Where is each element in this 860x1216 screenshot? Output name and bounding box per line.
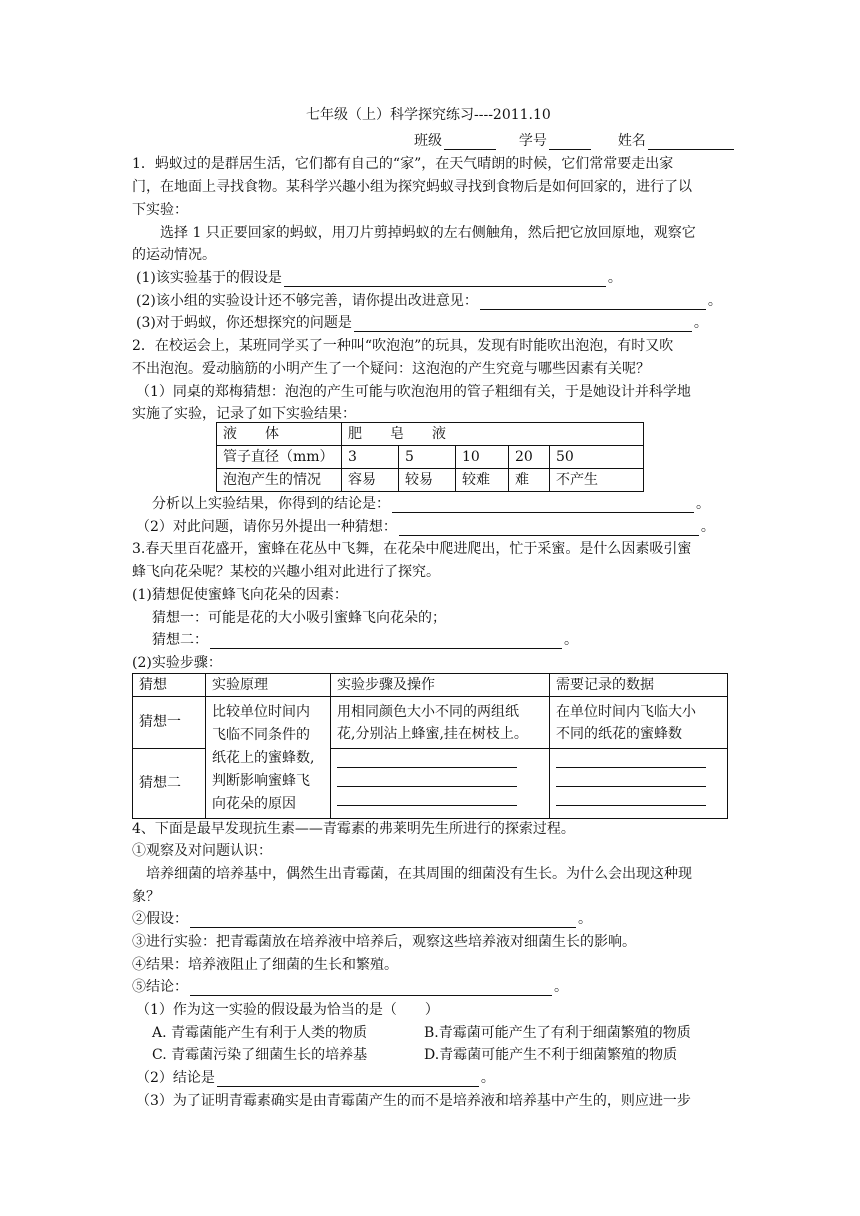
q1-sub1-text: (1)该实验基于的假设是 xyxy=(136,270,282,286)
q4-result: ④结果：培养液阻止了细菌的生长和繁殖。 xyxy=(132,957,398,973)
table-cell: 不产生 xyxy=(550,469,644,492)
q4-conclusion xyxy=(132,978,568,996)
q2-analysis-answer[interactable] xyxy=(392,498,694,513)
name-label: 姓名 xyxy=(617,133,646,149)
q1-sub2-text: (2)该小组的实验设计还不够完善，请你提出改进意见： xyxy=(136,293,478,309)
q4-sub2 xyxy=(136,1069,495,1087)
principle-cell xyxy=(206,697,331,819)
q4-option-a[interactable]: A. 青霉菌能产生有利于人类的物质 xyxy=(152,1025,368,1041)
q4-concl-period: 。 xyxy=(554,979,568,995)
q1-sub1-period: 。 xyxy=(607,270,622,286)
q4-sub1: （1）作为这一实验的假设最为恰当的是（ ） xyxy=(136,1002,439,1018)
table-cell: 5 xyxy=(399,446,456,469)
table-cell: 猜想一 xyxy=(133,697,206,749)
table-cell: 难 xyxy=(509,469,550,492)
q2-sub2 xyxy=(136,518,715,536)
table-header: 实验原理 xyxy=(206,674,331,697)
answer-line[interactable] xyxy=(556,786,706,787)
table-row xyxy=(217,446,644,469)
q1-line2: 门，在地面上寻找食物。某科学兴趣小组为探究蚂蚁寻找到食物后是如何回家的，进行了以 xyxy=(132,179,692,195)
q4-line1: 4、下面是最早发现抗生素——青霉素的弗莱明先生所进行的探索过程。 xyxy=(132,821,575,837)
table-cell: 较难 xyxy=(456,469,509,492)
q2-analysis-text: 分析以上实验结果，你得到的结论是： xyxy=(152,496,390,512)
table-row xyxy=(217,423,644,446)
q1-line5: 的运动情况。 xyxy=(132,247,216,263)
q1-sub3-period: 。 xyxy=(693,315,708,331)
q3-guess1: 猜想一：可能是花的大小吸引蜜蜂飞向花朵的； xyxy=(152,610,446,626)
q1-sub1 xyxy=(136,269,622,287)
table-cell: 肥 皂 液 xyxy=(342,423,644,446)
q3-line2: 蜂飞向花朵呢？某校的兴趣小组对此进行了探究。 xyxy=(132,564,440,580)
steps-line: 花,分别沾上蜂蜜,挂在树枝上。 xyxy=(337,726,528,742)
q4-hypothesis xyxy=(132,910,592,928)
q1-sub1-answer[interactable] xyxy=(284,272,606,287)
principle-line: 判断影响蜜蜂飞 xyxy=(212,773,310,789)
q3-guess2 xyxy=(152,631,578,649)
q2-sub2-answer[interactable] xyxy=(399,521,699,536)
q4-concl-answer[interactable] xyxy=(190,981,552,996)
q2-line2: 不出泡泡。爱动脑筋的小明产生了一个疑问：这泡泡的产生究竟与哪些因素有关呢？ xyxy=(132,361,650,377)
table-cell: 管子直径（mm） xyxy=(217,446,342,469)
q4-sub2-answer[interactable] xyxy=(217,1072,479,1087)
table-header: 需要记录的数据 xyxy=(550,674,728,697)
principle-line: 飞临不同条件的 xyxy=(212,727,310,743)
student-info xyxy=(414,132,736,150)
table-cell: 20 xyxy=(509,446,550,469)
q4-concl-text: ⑤结论： xyxy=(132,979,188,995)
q2-sub2-period: 。 xyxy=(700,519,715,535)
q4-hyp-period: 。 xyxy=(578,911,592,927)
table-cell xyxy=(550,697,728,749)
table-row xyxy=(217,469,644,492)
q3-sub2: (2)实验步骤： xyxy=(132,655,222,671)
q4-sub3: （3）为了证明青霉素确实是由青霉菌产生的而不是培养液和培养基中产生的，则应进一步 xyxy=(136,1093,691,1109)
steps-answer-cell[interactable] xyxy=(331,748,550,818)
answer-line[interactable] xyxy=(337,805,517,806)
data-line: 在单位时间内飞临大小 xyxy=(556,704,696,720)
q1-line4: 选择 1 只正要回家的蚂蚁，用刀片剪掉蚂蚁的左右侧触角，然后把它放回原地，观察它 xyxy=(160,225,696,241)
q1-sub2-answer[interactable] xyxy=(480,295,706,310)
class-label: 班级 xyxy=(414,133,442,149)
q2-analysis xyxy=(152,495,710,513)
table-cell: 较易 xyxy=(399,469,456,492)
q2-analysis-period: 。 xyxy=(696,496,710,512)
q4-observe-text1: 培养细菌的培养基中，偶然生出青霉菌，在其周围的细菌没有生长。为什么会出现这种现 xyxy=(146,866,692,882)
q1-sub3-answer[interactable] xyxy=(354,317,692,332)
q4-option-b[interactable]: B.青霉菌可能产生了有利于细菌繁殖的物质 xyxy=(424,1025,691,1041)
q2-line3: （1）同桌的郑梅猜想：泡泡的产生可能与吹泡泡用的管子粗细有关，于是她设计并科学地 xyxy=(136,384,691,400)
answer-line[interactable] xyxy=(556,805,706,806)
steps-line: 用相同颜色大小不同的两组纸 xyxy=(337,704,519,720)
table-cell: 50 xyxy=(550,446,644,469)
q4-experiment: ③进行实验：把青霉菌放在培养液中培养后，观察这些培养液对细菌生长的影响。 xyxy=(132,934,636,950)
q1-sub3-text: (3)对于蚂蚁，你还想探究的问题是 xyxy=(136,315,352,331)
table-cell: 3 xyxy=(342,446,399,469)
bubble-results-table xyxy=(216,422,644,492)
table-cell: 容易 xyxy=(342,469,399,492)
page-title: 七年级（上）科学探究练习----2011.10 xyxy=(306,107,551,123)
q1-line1: 1．蚂蚁过的是群居生活，它们都有自己的“家”，在天气晴朗的时候，它们常常要走出家 xyxy=(132,156,674,172)
principle-line: 比较单位时间内 xyxy=(212,704,310,720)
q4-observe: ①观察及对问题认识： xyxy=(132,843,272,859)
q4-option-c[interactable]: C. 青霉菌污染了细菌生长的培养基 xyxy=(152,1047,368,1063)
q3-line1: 3.春天里百花盛开，蜜蜂在花丛中飞舞，在花朵中爬进爬出，忙于采蜜。是什么因素吸引蜜 xyxy=(132,541,692,557)
answer-line[interactable] xyxy=(337,786,517,787)
table-cell: 猜想二 xyxy=(133,748,206,818)
q1-sub2 xyxy=(136,292,722,310)
table-row xyxy=(133,697,728,749)
class-field[interactable] xyxy=(444,135,496,150)
table-cell: 泡泡产生的情况 xyxy=(217,469,342,492)
q4-hyp-text: ②假设： xyxy=(132,911,188,927)
table-cell: 液 体 xyxy=(217,423,342,446)
table-header: 猜想 xyxy=(133,674,206,697)
answer-line[interactable] xyxy=(556,767,706,768)
table-cell xyxy=(331,697,550,749)
table-row xyxy=(133,674,728,697)
q4-observe-text2: 象？ xyxy=(132,889,160,905)
number-label: 学号 xyxy=(518,133,547,149)
bee-experiment-table xyxy=(132,673,728,819)
table-cell: 10 xyxy=(456,446,509,469)
q4-sub2-text: （2）结论是 xyxy=(136,1070,215,1086)
number-field[interactable] xyxy=(549,135,591,150)
q3-guess2-text: 猜想二： xyxy=(152,632,208,648)
answer-line[interactable] xyxy=(337,767,517,768)
name-field[interactable] xyxy=(648,135,734,150)
data-line: 不同的纸花的蜜蜂数 xyxy=(556,726,682,742)
table-header: 实验步骤及操作 xyxy=(331,674,550,697)
q2-line4: 实施了实验，记录了如下实验结果： xyxy=(132,406,356,422)
q1-sub3 xyxy=(136,314,708,332)
principle-line: 向花朵的原因 xyxy=(212,796,296,812)
q1-line3: 下实验： xyxy=(132,202,188,218)
q3-sub1: (1)猜想促使蜜蜂飞向花朵的因素： xyxy=(132,587,348,603)
q2-sub2-text: （2）对此问题，请你另外提出一种猜想： xyxy=(136,519,397,535)
q2-line1: 2．在校运会上，某班同学买了一种叫“吹泡泡”的玩具，发现有时能吹出泡泡，有时又吹 xyxy=(132,338,674,354)
q4-hyp-answer[interactable] xyxy=(190,913,576,928)
q4-sub2-period: 。 xyxy=(480,1070,495,1086)
q3-guess2-period: 。 xyxy=(564,632,578,648)
q3-guess2-answer[interactable] xyxy=(210,634,562,649)
q4-option-d[interactable]: D.青霉菌可能产生不利于细菌繁殖的物质 xyxy=(424,1047,678,1063)
data-answer-cell[interactable] xyxy=(550,748,728,818)
principle-line: 纸花上的蜜蜂数, xyxy=(212,750,315,766)
q1-sub2-period: 。 xyxy=(707,293,722,309)
